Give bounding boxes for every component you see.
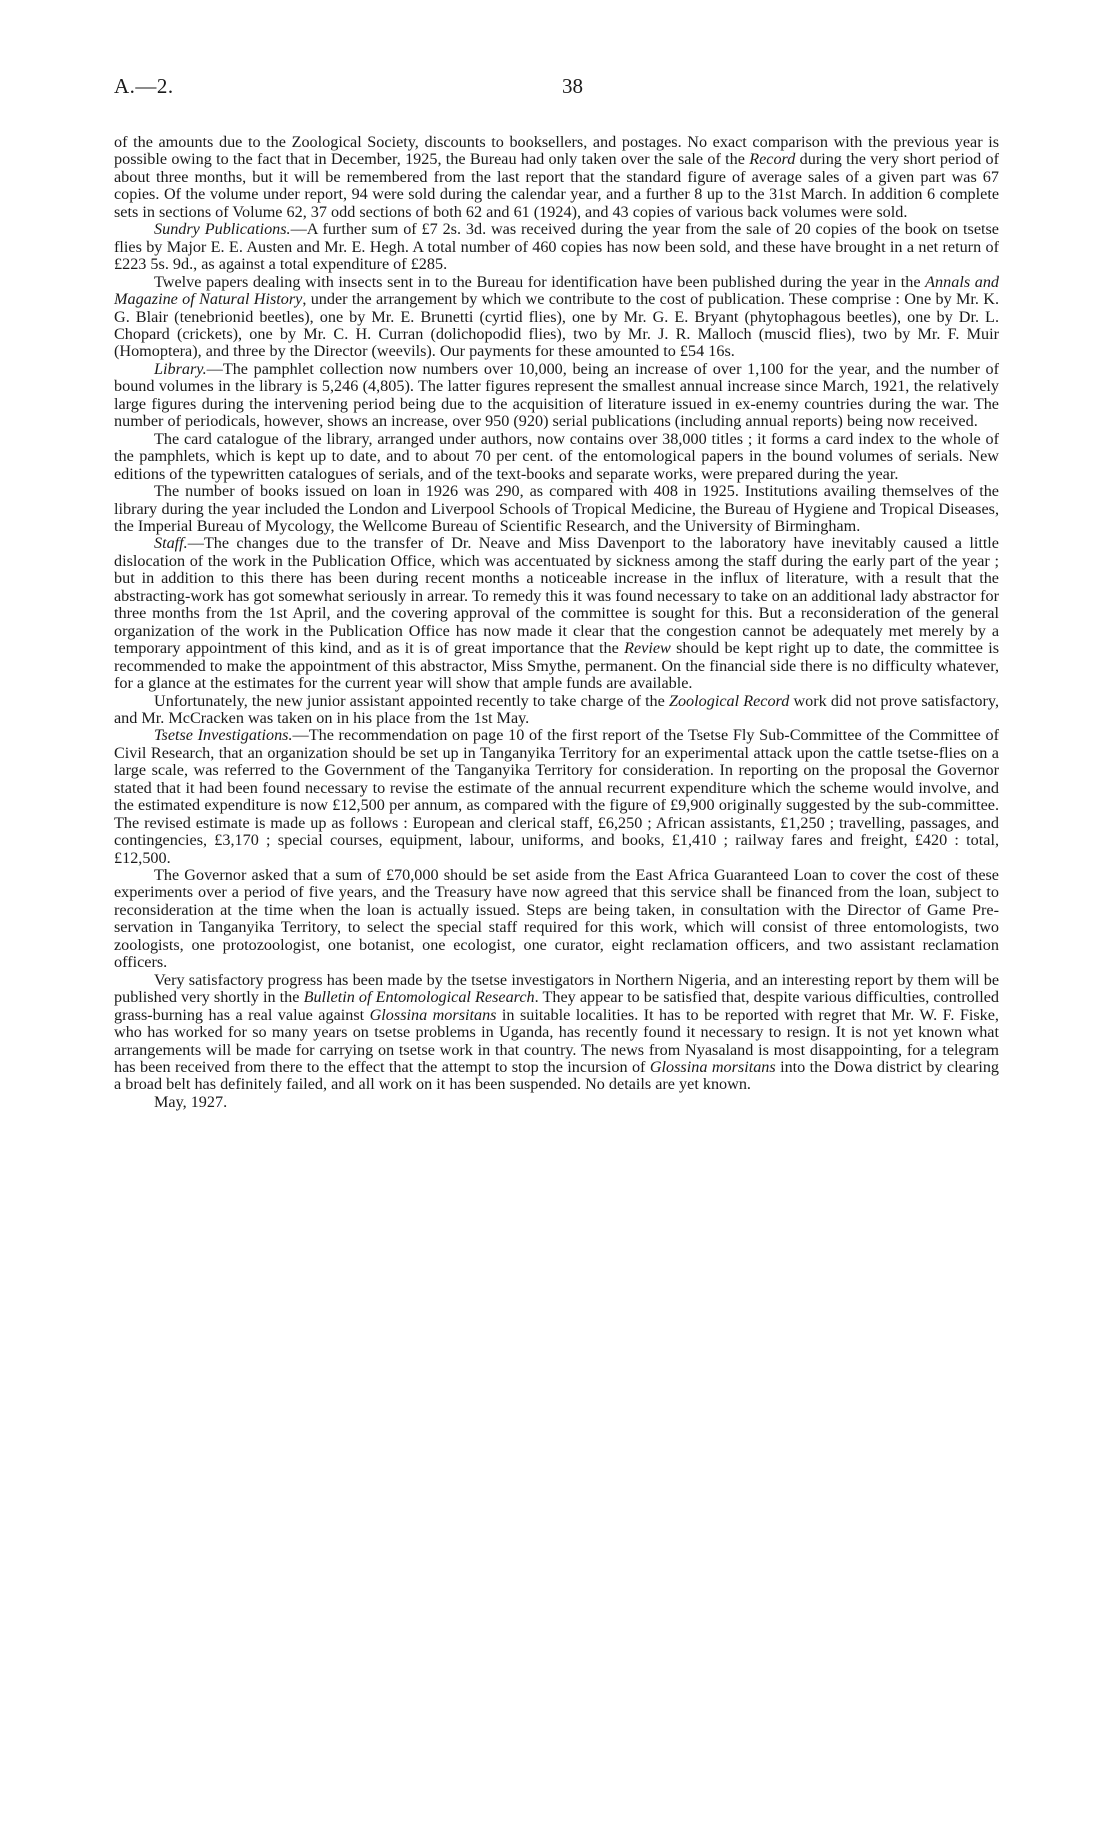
paragraph (114, 483, 999, 535)
paragraph (114, 431, 999, 483)
text-run: —A further sum of £7 2s. 3d. was received during the year from the sale of 20 copies of the book on tsetse flies by Major E. E. Austen and Mr. E. Hegh. A total number of 460 copies has now been sold, and these have brought in a net return of £223 5s. 9d., as against a total expenditure of £285. (114, 220, 999, 274)
text-run: Unfortunately, the new junior assistant appointed recently to take charge of the (154, 691, 669, 710)
paragraph (114, 535, 999, 692)
italic-run: Staff. (154, 534, 188, 553)
italic-run: Annals and Magazine of Natural History (114, 272, 1000, 309)
date-line: May, 1927. (154, 1092, 228, 1111)
paragraph (114, 221, 999, 273)
text-run: —The recommendation on page 10 of the first report of the Tsetse Fly Sub-Committee of the Committee of Civil Research, that an organization should be set up in Tanganyika Territory for an experimental attack upon the cattle tsetse-flies on a large scale, was referred to the Government of the Tanganyika Territory for consideration. In reporting on the proposal the Governor stated that it had been found necessary to revise the estimate of the annual recurrent expenditure which the scheme would involve, and the estimated expenditure is now £12,500 per annum, as compared with the figure of £9,900 originally suggested by the sub-committee. The revised estimate is made up as follows : European and clerical staff, £6,250 ; African assistants, £1,250 ; travelling, passages, and contingencies, £3,170 ; special courses, equipment, labour, uniforms, and books, £1,410 ; railway fares and freight, £420 : total, £12,500. (114, 726, 999, 867)
italic-run: Tsetse Investigations. (154, 726, 293, 745)
italic-run: Zoological Record (668, 691, 790, 710)
text-run: of the amounts due to the Zoological Society, discounts to booksellers, and postages. No exact comparison with the previous year is possible owing to the fact that in December, 1925, the Bureau had only taken over the sale of the (114, 133, 999, 169)
italic-run: Review (624, 639, 671, 658)
paragraph (114, 972, 999, 1094)
paragraph (114, 693, 999, 728)
text-run: into the Dowa district by clearing a broad belt has definitely failed, and all work on it has been suspended. No details are yet known. (114, 1058, 1000, 1094)
text-run: The Governor asked that a sum of £70,000 should be set aside from the East Africa Guaranteed Loan to cover the cost of these experiments over a period of five years, and the Treasury have now agreed that this service shall be financed from the loan, subject to reconsideration at the time when the loan is actually issued. Steps are being taken, in consultation with the Director of Game Preservation in Tanganyika Territory, to select the special staff required for this work, which will consist of three entomologists, two zoologists, one protozoologist, one botanist, one ecologist, one curator, eight reclamation officers, and two assistant reclamation officers. (114, 866, 999, 972)
text-run: . They appear to be satisfied that, despite various difficulties, controlled grass-burning has a real value against (114, 988, 999, 1024)
paragraph (114, 274, 999, 361)
text-run: —The changes due to the transfer of Dr. Neave and Miss Davenport to the laboratory have inevitably caused a little dislocation of the work in the Publication Office, which was accentuated by sickness among the staff during the early part of the year ; but in addition to this there has been during recent months a noticeable increase in the influx of literature, with a result that the abstracting-work has got somewhat seriously in arrear. To remedy this it was found necessary to take on an additional lady abstractor for three months from the 1st April, and the covering approval of the committee is sought for this. But a reconsideration of the general organization of the work in the Publication Office has now made it clear that the congestion cannot be adequately met merely by a temporary appointment of this kind, and as it is of great importance that the (114, 534, 999, 658)
text-run: should be kept right up to date, the committee is recommended to make the appointment of this abstractor, Miss Smythe, permanent. On the financial side there is no difficulty whatever, for a glance at the estimates for the current year will show that ample funds are available. (114, 639, 999, 693)
italic-run: Bulletin of Entomological Research (303, 988, 535, 1007)
paragraph (114, 727, 999, 867)
italic-run: Glossina morsitans (369, 1005, 497, 1024)
page-header (114, 74, 1000, 104)
text-run: during the very short period of about three months, but it will be remembered from the last report that the standard figure of average sales of a given part was 67 copies. Of the volume under report, 94 were sold during the calendar year, and a further 8 up to the 31st March. In addition 6 complete sets in sections of Volume 62, 37 odd sections of both 62 and 61 (1924), and 43 copies of various back volumes were sold. (114, 150, 1000, 221)
text-run: work did not prove satisfactory, and Mr. McCracken was taken on in his place from the 1st May. (114, 691, 999, 727)
paragraph (114, 134, 999, 221)
text-run: Twelve papers dealing with insects sent in to the Bureau for identification have been published during the year in the (154, 272, 926, 291)
text-run: —The pamphlet collection now numbers over 10,000, being an increase of over 1,100 for the year, and the number of bound volumes in the library is 5,246 (4,805). The latter figures represent the smallest annual increase since March, 1921, the relatively large figures during the intervening period being due to the acquisition of literature issued in ex-enemy countries during the war. The number of periodicals, however, shows an increase, over 950 (920) serial publications (including annual reports) being now received. (114, 359, 999, 431)
text-run: Very satisfactory progress has been made by the tsetse investigators in Northern Nigeria, and an interesting report by them will be published very shortly in the (114, 970, 999, 1007)
text-run: in suitable localities. It has to be reported with regret that Mr. W. F. Fiske, who has worked for so many years on tsetse problems in Uganda, has recently found it necessary to resign. It is not yet known what arrangements will be made for carrying on tsetse work in that country. The news from Nyasaland is most disappointing, for a telegram has been received from there to the effect that the attempt to stop the incursion of (114, 1005, 999, 1077)
italic-run: Record (749, 150, 796, 169)
italic-run: Sundry Publications. (154, 220, 291, 239)
page-number: 38 (562, 74, 583, 98)
italic-run: Library. (154, 359, 207, 378)
paragraph (114, 867, 999, 972)
body-text (114, 134, 999, 1111)
text-run: The number of books issued on loan in 1926 was 290, as compared with 408 in 1925. Institutions availing themselves of the library during the year included the London and Liverpool Schools of Tropical Medicine, the Bureau of Hygiene and Tropical Diseases, the Imperial Bureau of Mycology, the Wellcome Bureau of Scientific Research, and the University of Birmingham. (114, 482, 999, 535)
paragraph (114, 361, 999, 431)
italic-run: Glossina morsitans (649, 1058, 776, 1077)
text-run: The card catalogue of the library, arranged under authors, now contains over 38,000 titles ; it forms a card index to the whole of the pamphlets, which is kept up to date, and to about 70 per cent. of the entomological papers in the bound volumes of serials. New editions of the typewritten catalogues of serials, and of the text-books and separate works, were prepared during the year. (114, 429, 999, 483)
document-reference: A.—2. (114, 74, 174, 98)
text-run: , under the arrangement by which we contribute to the cost of publication. These comprise : One by Mr. K. G. Blair (tenebrionid beetles), one by Mr. E. Brunetti (cyrtid flies), one by Mr. G. E. Bryant (phytophagous beetles), one by Dr. L. Chopard (crickets), one by Mr. C. H. Curran (dolichopodid flies), two by Mr. J. R. Malloch (muscid flies), two by Mr. F. Muir (Homoptera), and three by the Director (weevils). Our payments for these amounted to £54 16s. (114, 290, 999, 361)
